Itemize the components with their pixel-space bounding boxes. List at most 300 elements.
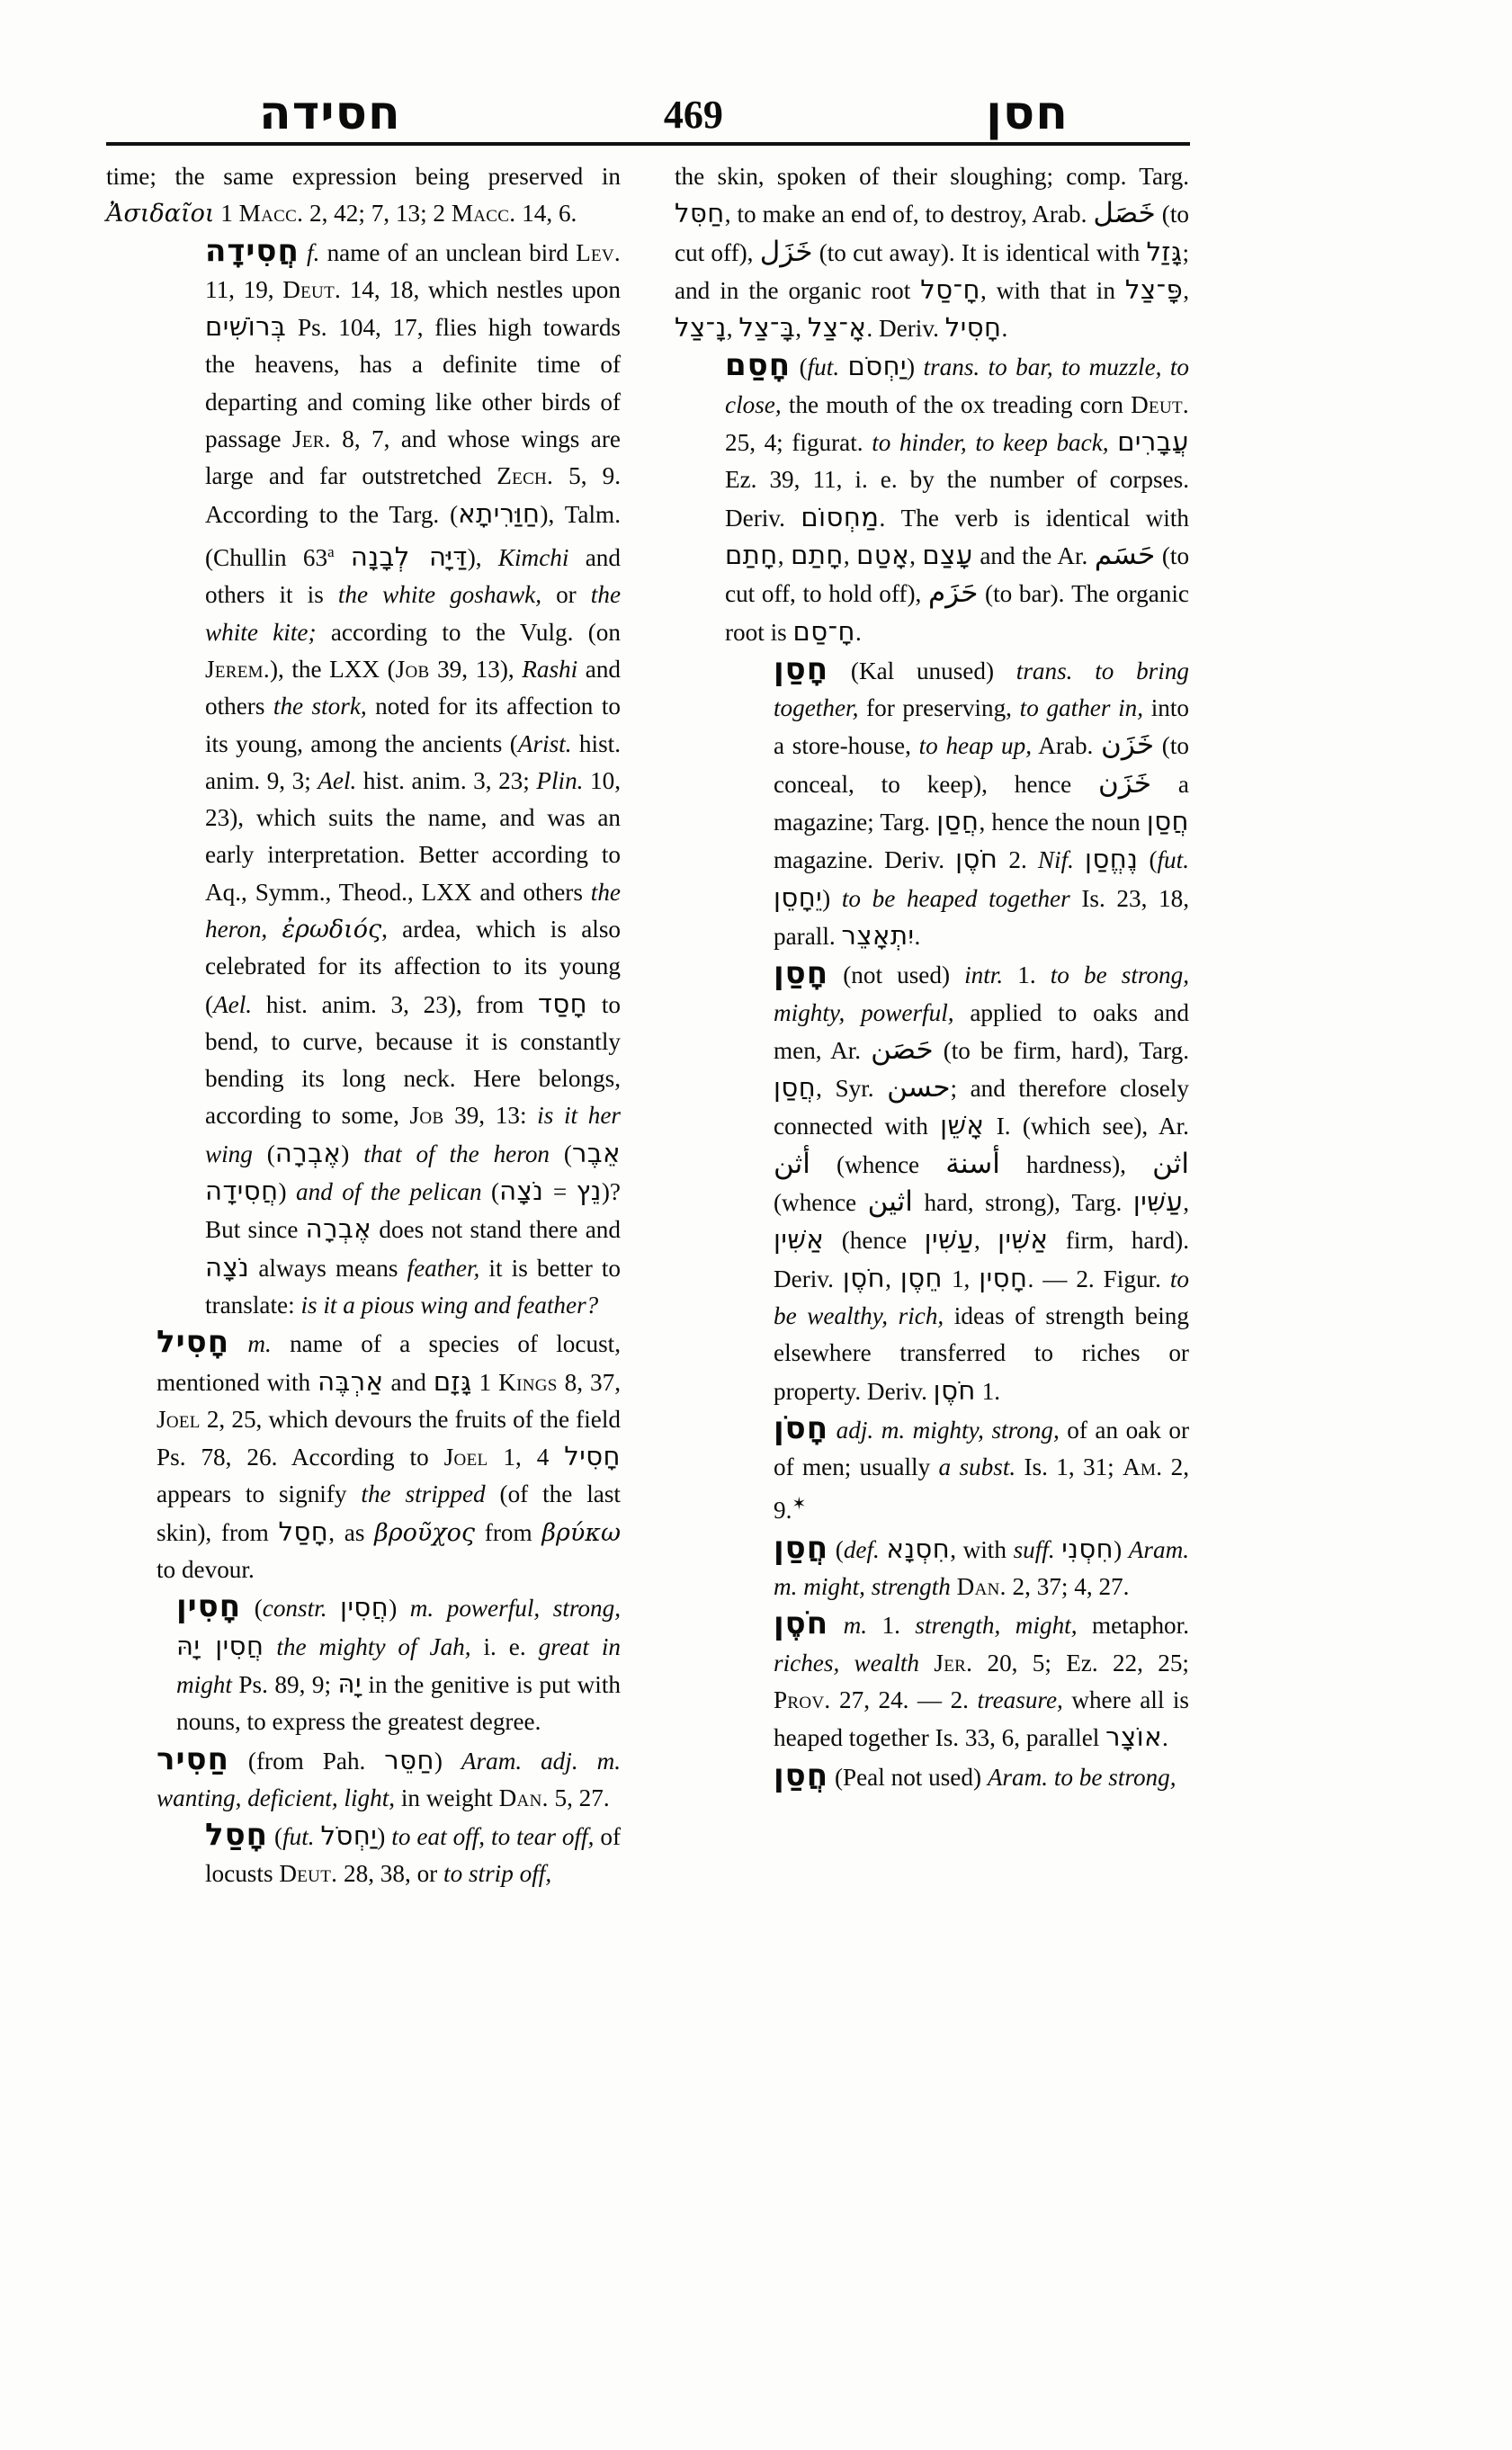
hebrew-word: חַסִּל <box>675 198 725 229</box>
text-run: hardness), <box>999 1150 1153 1178</box>
greek-word: ἐρωδιός <box>282 916 382 943</box>
text-run: ( <box>1138 846 1158 874</box>
text-run <box>335 544 351 571</box>
text-run: 2, 9. <box>774 1453 1190 1525</box>
text-run: Is. 1, 31; <box>1015 1453 1123 1481</box>
text-run: or <box>541 581 591 609</box>
text-run: ( <box>252 1140 275 1167</box>
hebrew-word: חֲסַן <box>1146 806 1189 837</box>
arabic-word: حسن <box>887 1071 951 1104</box>
text-run: to bend, to curve, because it is constantly bending its long neck. Here belongs, according to some, <box>205 990 622 1130</box>
text-run: 1. <box>867 1612 916 1640</box>
text-run: according to the Vulg. (on <box>316 618 621 646</box>
small-caps-reference: Job <box>395 655 430 683</box>
italic-run: Nif. <box>1037 846 1074 874</box>
arabic-word: حَصَن <box>871 1033 934 1066</box>
italic-run: trans. to bring together, <box>774 657 1190 722</box>
text-run: does not stand there and <box>371 1216 621 1244</box>
italic-run: the white kite; <box>205 581 622 646</box>
text-run: . <box>855 618 862 646</box>
italic-run: Aram. to be strong, <box>987 1763 1176 1791</box>
text-run: )? But since <box>205 1178 621 1244</box>
text-run: Ps. 104, 17, flies high towards the heavens, has a definite time of departing and coming like other birds of passage <box>205 314 621 453</box>
hebrew-word: חָסִיל <box>564 1441 621 1472</box>
text-run: (to cut away). It is identical with <box>812 238 1147 266</box>
small-caps-reference: Zech. <box>497 462 554 490</box>
text-run: 39, 13: <box>443 1102 538 1130</box>
small-caps-reference: Deut. <box>282 275 342 303</box>
text-run: always means <box>249 1254 407 1282</box>
entry-headword: חָסַם <box>725 347 792 384</box>
arabic-word: خَزَن <box>1098 766 1152 800</box>
hebrew-word: עֲבָרִים <box>1117 426 1189 458</box>
text-run: time; the same expression being preserved in <box>106 163 621 190</box>
text-run: ) <box>434 1747 461 1775</box>
page-columns <box>106 158 1190 2362</box>
text-run: and others <box>205 655 622 720</box>
italic-run: trans. to bar, to muzzle, to close, <box>725 353 1190 418</box>
hebrew-word: מַחְסוֹם <box>801 501 880 532</box>
text-run: , <box>973 1227 998 1255</box>
text-run: ( <box>274 1823 283 1851</box>
entry-headword: חֲסִידָה <box>205 232 300 269</box>
hebrew-word: עָצַם <box>922 539 973 570</box>
text-run: ; and in the organic root <box>675 238 1189 304</box>
hebrew-word: חָ־סַם <box>792 615 856 647</box>
dictionary-entry <box>675 1530 1189 1606</box>
italic-run: Ael. <box>318 766 357 794</box>
italic-run: constr. <box>262 1595 327 1623</box>
italic-run: a subst. <box>938 1453 1016 1481</box>
small-caps-reference: Joel <box>157 1405 201 1433</box>
text-run: , <box>726 315 739 343</box>
hebrew-word: אֵבֶר חֲסִידָה <box>205 1137 621 1207</box>
italic-run: to strip off, <box>443 1860 552 1888</box>
text-run: hist. anim. 9, 3; <box>205 729 622 794</box>
continued-paragraph <box>675 158 1189 347</box>
dictionary-entry <box>106 1324 621 1588</box>
text-run <box>1109 429 1118 456</box>
text-run: . Deriv. <box>866 315 945 343</box>
hebrew-word: עַשִּׁין <box>924 1224 974 1256</box>
italic-run: to heap up, <box>918 732 1032 760</box>
text-run: I. (which see), Ar. <box>984 1113 1189 1140</box>
text-run: firm, hard). Deriv. <box>774 1227 1189 1292</box>
hebrew-word: אוֹצָר <box>1105 1721 1163 1753</box>
greek-word: βρύκω <box>541 1518 621 1547</box>
hebrew-word: חָסִיל <box>944 312 1002 344</box>
hebrew-word: גָּזַל <box>1146 236 1183 267</box>
italic-run: the mighty of Jah, <box>276 1632 471 1660</box>
text-run: for preserving, <box>858 694 1020 722</box>
text-run: , ardea, which is also celebrated for its affection to its young ( <box>205 916 621 1018</box>
italic-run: to hinder, to keep back, <box>872 429 1109 457</box>
entry-headword: חָסֹן <box>774 1409 829 1446</box>
italic-run: fut. <box>807 353 840 381</box>
text-run: (whence <box>774 1189 868 1217</box>
entry-headword: חֹסֶן <box>774 1605 829 1642</box>
dictionary-entry <box>675 1605 1189 1757</box>
hebrew-word: חֲסַן <box>936 806 980 837</box>
small-caps-reference: Prov. <box>774 1685 831 1713</box>
small-caps-reference: Jerem. <box>205 655 270 683</box>
italic-run: to be heaped together <box>841 884 1070 912</box>
text-run: ) <box>1114 1535 1129 1563</box>
hebrew-word: אֶבְרָה <box>274 1137 342 1168</box>
running-head-right-hebrew: חסן <box>986 86 1069 140</box>
text-run: (to bar). The organic root is <box>725 580 1189 646</box>
hebrew-word: אֶבְרָה <box>305 1213 372 1245</box>
arabic-word: اثين <box>867 1185 913 1219</box>
hebrew-word: חֲסִין <box>340 1592 389 1623</box>
small-caps-reference: Dan. <box>498 1784 549 1811</box>
text-run: (not used) <box>843 961 965 989</box>
dictionary-entry <box>106 1741 621 1818</box>
text-run: 14, 6. <box>515 200 577 228</box>
greek-word: Ἀσιδαῖοι <box>106 200 215 228</box>
hebrew-word: אָטַם <box>856 539 910 570</box>
text-run: applied to oaks and men, Ar. <box>774 998 1189 1064</box>
hebrew-word: נֹצָה <box>205 1251 250 1283</box>
small-caps-reference: Deut. <box>279 1860 338 1888</box>
hebrew-word: חֲסִין יָהּ <box>176 1630 264 1661</box>
italic-run: to eat off, to tear off, <box>391 1823 595 1851</box>
greek-word: βροῦχος <box>374 1518 476 1547</box>
text-run: 2. <box>998 846 1038 874</box>
text-run: , <box>1183 1189 1189 1217</box>
continued-paragraph <box>106 158 621 233</box>
hebrew-word: חָ־סַל <box>920 273 980 305</box>
arabic-word: حَزَم <box>927 577 979 610</box>
page-number: 469 <box>663 93 723 137</box>
text-run: ) <box>341 1140 364 1167</box>
arabic-word: أثن <box>774 1147 810 1180</box>
text-run <box>951 1573 957 1600</box>
text-run: 8, 37, <box>557 1368 621 1396</box>
hebrew-word: נֵץ <box>576 1176 602 1207</box>
text-run: (to conceal, to keep), hence <box>774 732 1189 798</box>
text-run: where all is heaped together Is. 33, 6, parallel <box>774 1685 1189 1752</box>
left-column <box>106 158 621 2362</box>
hebrew-word: יֵחָסֵן <box>774 881 823 913</box>
italic-run: the stork, <box>273 693 367 720</box>
hebrew-word: בְּרוֹשִׁים <box>205 311 287 343</box>
text-run: (Kal unused) <box>850 657 1016 684</box>
hebrew-word: נֶחֱסַן <box>1085 844 1139 875</box>
italic-run: suff. <box>1013 1535 1055 1563</box>
text-run: to devour. <box>157 1556 255 1584</box>
hebrew-word: אַשִּׁין <box>998 1224 1049 1256</box>
dictionary-entry <box>675 1410 1189 1530</box>
italic-run: intr. <box>964 961 1004 989</box>
italic-run: the white goshawk, <box>337 581 542 609</box>
italic-run: to be wealthy, rich, <box>774 1265 1189 1329</box>
text-run: into a store-house, <box>774 694 1190 760</box>
text-run: , to make an end of, to destroy, Arab. <box>724 201 1094 228</box>
text-run: , <box>843 541 857 569</box>
text-run: 14, 18, which nestles upon <box>341 275 621 303</box>
text-run: name of a species of locust, mentioned with <box>157 1330 621 1396</box>
entry-headword: חָסִיל <box>157 1324 230 1361</box>
italic-run: that of the heron <box>363 1140 550 1167</box>
text-run: = <box>543 1178 577 1206</box>
hebrew-word: יִתְאָצֵר <box>841 919 915 951</box>
entry-headword: חֲסַן <box>774 1757 829 1793</box>
text-run: , <box>1183 276 1189 304</box>
text-run: metaphor. <box>1077 1612 1189 1640</box>
hebrew-word: חַוַּרִיתָא <box>458 497 541 529</box>
italic-run: the stripped <box>361 1480 486 1508</box>
text-run: (to be firm, hard), Targ. <box>933 1036 1189 1064</box>
italic-run: feather, <box>407 1254 480 1282</box>
text-run: in weight <box>395 1784 499 1811</box>
text-run: 5, 27. <box>548 1784 610 1811</box>
text-run: Ez. 39, 11, i. e. by the number of corpses. Deriv. <box>725 466 1189 532</box>
italic-run: and of the pelican <box>296 1178 482 1206</box>
hebrew-word: אָ־צַל <box>807 312 867 344</box>
dictionary-entry <box>106 1817 621 1893</box>
text-run: (hence <box>824 1227 925 1255</box>
hebrew-word: אַרְבֶּה <box>318 1365 384 1397</box>
text-run: 5, 9. According to the Targ. ( <box>205 462 621 528</box>
text-run: 2, 42; 7, 13; 2 <box>303 200 452 228</box>
text-run: (from Pah. <box>247 1747 385 1775</box>
text-run <box>327 1595 341 1622</box>
text-run: ideas of strength being elsewhere transferred to riches or property. Deriv. <box>774 1301 1189 1405</box>
text-run: ), <box>467 544 498 572</box>
hebrew-word: חֹסֶן <box>842 1262 886 1293</box>
text-run: the skin, spoken of their sloughing; comp. Targ. <box>675 163 1189 190</box>
small-caps-reference: Macc. <box>238 200 304 228</box>
text-run: i. e. <box>470 1632 539 1660</box>
text-run: name of an unclean bird <box>319 238 577 266</box>
text-run: it is better to translate: <box>205 1254 622 1319</box>
italic-run: is it her wing <box>205 1102 621 1167</box>
hebrew-word: אַשִּׁין <box>774 1224 825 1256</box>
text-run: the mouth of the ox treading corn <box>781 390 1132 418</box>
hebrew-word: נֹצָה <box>499 1176 544 1207</box>
text-run: ) <box>822 884 842 912</box>
hebrew-word: חִסְנָא <box>886 1533 951 1564</box>
text-run: (to cut off, to hold off), <box>725 541 1190 608</box>
text-run: ( <box>550 1140 572 1167</box>
text-run: and the Ar. <box>972 541 1095 569</box>
hebrew-word: חֲסַן <box>774 1072 817 1104</box>
italic-run: Aram. adj. m. wanting, deficient, light, <box>157 1747 621 1811</box>
text-run: . <box>1162 1724 1168 1752</box>
hebrew-word: חָסַד <box>538 988 588 1019</box>
small-caps-reference: Jer. <box>934 1649 973 1677</box>
entry-headword: חַסִיר <box>157 1740 229 1777</box>
text-run <box>267 916 282 943</box>
text-run: of an oak or of men; usually <box>774 1416 1190 1481</box>
text-run: (of the last skin), from <box>157 1480 621 1546</box>
text-run: 1. <box>1003 961 1051 989</box>
hebrew-word: אָשֵׁן <box>940 1110 985 1141</box>
hebrew-word: פָּ־צַל <box>1124 273 1184 305</box>
text-run: hist. anim. 3, 23), from <box>252 990 539 1018</box>
italic-run: to gather in, <box>1019 694 1144 722</box>
text-run: . — 2. Figur. <box>1027 1265 1170 1292</box>
text-run: from <box>475 1518 542 1546</box>
italic-run: Arist. <box>517 729 572 757</box>
text-run: . The verb is identical with <box>879 504 1189 532</box>
text-run: (whence <box>810 1150 946 1178</box>
italic-run: treasure, <box>977 1685 1063 1713</box>
text-run: Is. 23, 18, parall. <box>774 884 1190 950</box>
text-run: magazine. Deriv. <box>774 846 956 874</box>
text-run: ) <box>278 1178 297 1206</box>
header-rule <box>106 142 1190 146</box>
text-run: Arab. <box>1032 732 1102 760</box>
hebrew-word: בָּ־צַל <box>738 312 796 344</box>
arabic-word: اثن <box>1152 1147 1189 1180</box>
text-run: 20, 5; Ez. 22, 25; <box>972 1649 1189 1677</box>
hebrew-word: גָּזָם <box>433 1365 472 1397</box>
text-run: , <box>885 1265 900 1292</box>
arabic-word: خَزَل <box>759 235 813 268</box>
italic-run: f. <box>307 238 320 266</box>
text-run: , <box>777 541 792 569</box>
text-run: ( <box>835 1535 844 1563</box>
text-run: ) <box>377 1823 392 1851</box>
text-run: and <box>383 1368 434 1396</box>
italic-run: m. powerful, strong, <box>409 1595 622 1623</box>
small-caps-reference: Job <box>409 1102 444 1130</box>
text-run: 1 <box>214 200 239 228</box>
hebrew-word: חִסְנִי <box>1061 1533 1114 1564</box>
text-run: 39, 13), <box>429 655 523 683</box>
text-run: ( <box>799 353 808 381</box>
italic-run: riches, wealth <box>774 1649 920 1677</box>
arabic-word: حَسَم <box>1094 538 1156 571</box>
hebrew-word: חֵסֶן <box>899 1262 943 1293</box>
small-caps-reference: Dan. <box>956 1573 1007 1601</box>
italic-run: to be strong, mighty, powerful, <box>774 961 1190 1026</box>
hebrew-word: יַחְסֹם <box>847 351 908 382</box>
hebrew-word: חָתַם <box>725 539 778 570</box>
text-run: ), Talm. (Chullin 63 <box>205 500 621 572</box>
text-run: , with <box>950 1535 1014 1563</box>
entry-headword: חָסַן <box>774 955 829 992</box>
text-run: 2, 37; 4, 27. <box>1006 1573 1130 1601</box>
italic-run: fut. <box>282 1823 315 1851</box>
small-caps-reference: Kings <box>498 1368 558 1396</box>
text-run <box>839 353 847 380</box>
entry-headword: חָסִין <box>176 1588 242 1625</box>
italic-run: strength, might, <box>915 1612 1078 1640</box>
italic-run: Kimchi <box>497 544 569 572</box>
hebrew-word: חָסַל <box>278 1516 329 1547</box>
text-run: in the genitive is put with nouns, to express the greatest degree. <box>176 1670 621 1736</box>
entry-headword: חֲסַן <box>774 1529 829 1566</box>
text-run: 10, 23), which suits the name, and was an early interpretation. Better according to Aq., Symm., Theod., LXX and others <box>205 766 622 906</box>
italic-run: m. <box>247 1330 272 1358</box>
entry-headword: חָסַל <box>205 1817 269 1854</box>
hebrew-word: נָ־צַל <box>675 312 727 344</box>
text-run <box>1074 846 1085 873</box>
text-run: ) <box>907 353 924 381</box>
text-run: noted for its affection to its young, among the ancients ( <box>205 693 621 757</box>
superscript-marker: a <box>327 542 335 560</box>
italic-run: great in might <box>176 1632 622 1698</box>
italic-run: is it a pious wing and feather? <box>300 1291 599 1319</box>
text-run: 1 <box>471 1368 499 1396</box>
text-run: , hence the noun <box>979 809 1147 836</box>
hebrew-word: חָסִין <box>979 1262 1028 1293</box>
italic-run: adj. m. mighty, strong, <box>836 1416 1060 1444</box>
text-run: ( <box>481 1178 500 1206</box>
italic-run: Ael. <box>213 990 253 1018</box>
text-run: 25, 4; figurat. <box>725 429 872 457</box>
asterisk-marker: ✶ <box>792 1495 807 1515</box>
italic-run: m. <box>843 1612 868 1640</box>
dictionary-entry <box>675 347 1189 650</box>
hebrew-word: חֹסֶן <box>955 844 998 875</box>
text-run: 28, 38, or <box>337 1860 444 1888</box>
text-run: 11, 19, <box>205 275 283 303</box>
text-run: (to cut off), <box>675 201 1189 266</box>
text-run: (Peal not used) <box>834 1763 988 1791</box>
text-run: of locusts <box>205 1823 621 1888</box>
text-run: 8, 7, and whose wings are large and far outstretched <box>205 425 621 490</box>
hebrew-word: יָהּ <box>337 1668 362 1699</box>
hebrew-word: דַּיָּה לְבָנָה <box>350 541 468 573</box>
text-run: . <box>914 922 921 950</box>
text-run: 27, 24. — 2. <box>830 1685 978 1713</box>
text-run: ( <box>254 1595 263 1623</box>
text-run: , Syr. <box>816 1075 888 1103</box>
text-run: 2, 25, which devours the fruits of the field Ps. 78, 26. According to <box>157 1405 621 1471</box>
right-column <box>675 158 1189 2362</box>
italic-run: fut. <box>1157 846 1189 874</box>
text-run: , as <box>328 1518 375 1546</box>
arabic-word: خَصَل <box>1093 197 1156 230</box>
small-caps-reference: Deut. <box>1131 390 1189 418</box>
italic-run: Aram. m. might, strength <box>774 1535 1190 1601</box>
small-caps-reference: Am. <box>1123 1453 1163 1481</box>
text-run: 1, <box>942 1265 980 1292</box>
text-run: ; and therefore closely connected with <box>774 1075 1189 1140</box>
small-caps-reference: Lev. <box>576 238 622 266</box>
dictionary-entry <box>675 955 1189 1410</box>
text-run: . <box>1001 315 1008 343</box>
text-run <box>919 1650 934 1677</box>
hebrew-word: חֹסֶן <box>933 1374 976 1406</box>
small-caps-reference: Macc. <box>451 200 516 228</box>
text-run: appears to signify <box>157 1480 362 1508</box>
italic-run: def. <box>843 1535 880 1563</box>
hebrew-word: חָתַם <box>791 539 844 570</box>
text-run <box>264 1633 276 1660</box>
arabic-word: أسنة <box>945 1147 1000 1180</box>
text-run: a magazine; Targ. <box>774 770 1190 836</box>
text-run: ) <box>389 1595 410 1623</box>
hebrew-word: יַחְסֹל <box>320 1820 378 1852</box>
running-head <box>106 56 1185 140</box>
text-run: 1, 4 <box>488 1444 565 1471</box>
running-head-left-hebrew: חסידה <box>259 86 401 140</box>
italic-run: Rashi <box>522 655 578 683</box>
text-run: hard, strong), Targ. <box>912 1189 1133 1217</box>
entry-headword: חָסַן <box>774 650 829 687</box>
text-run: , <box>909 541 923 569</box>
dictionary-entry <box>675 1757 1189 1796</box>
text-run: , with that in <box>980 276 1125 304</box>
hebrew-word: חַסֵּר <box>384 1744 434 1775</box>
dictionary-entry <box>106 233 621 1325</box>
text-run: 1. <box>975 1377 1001 1405</box>
